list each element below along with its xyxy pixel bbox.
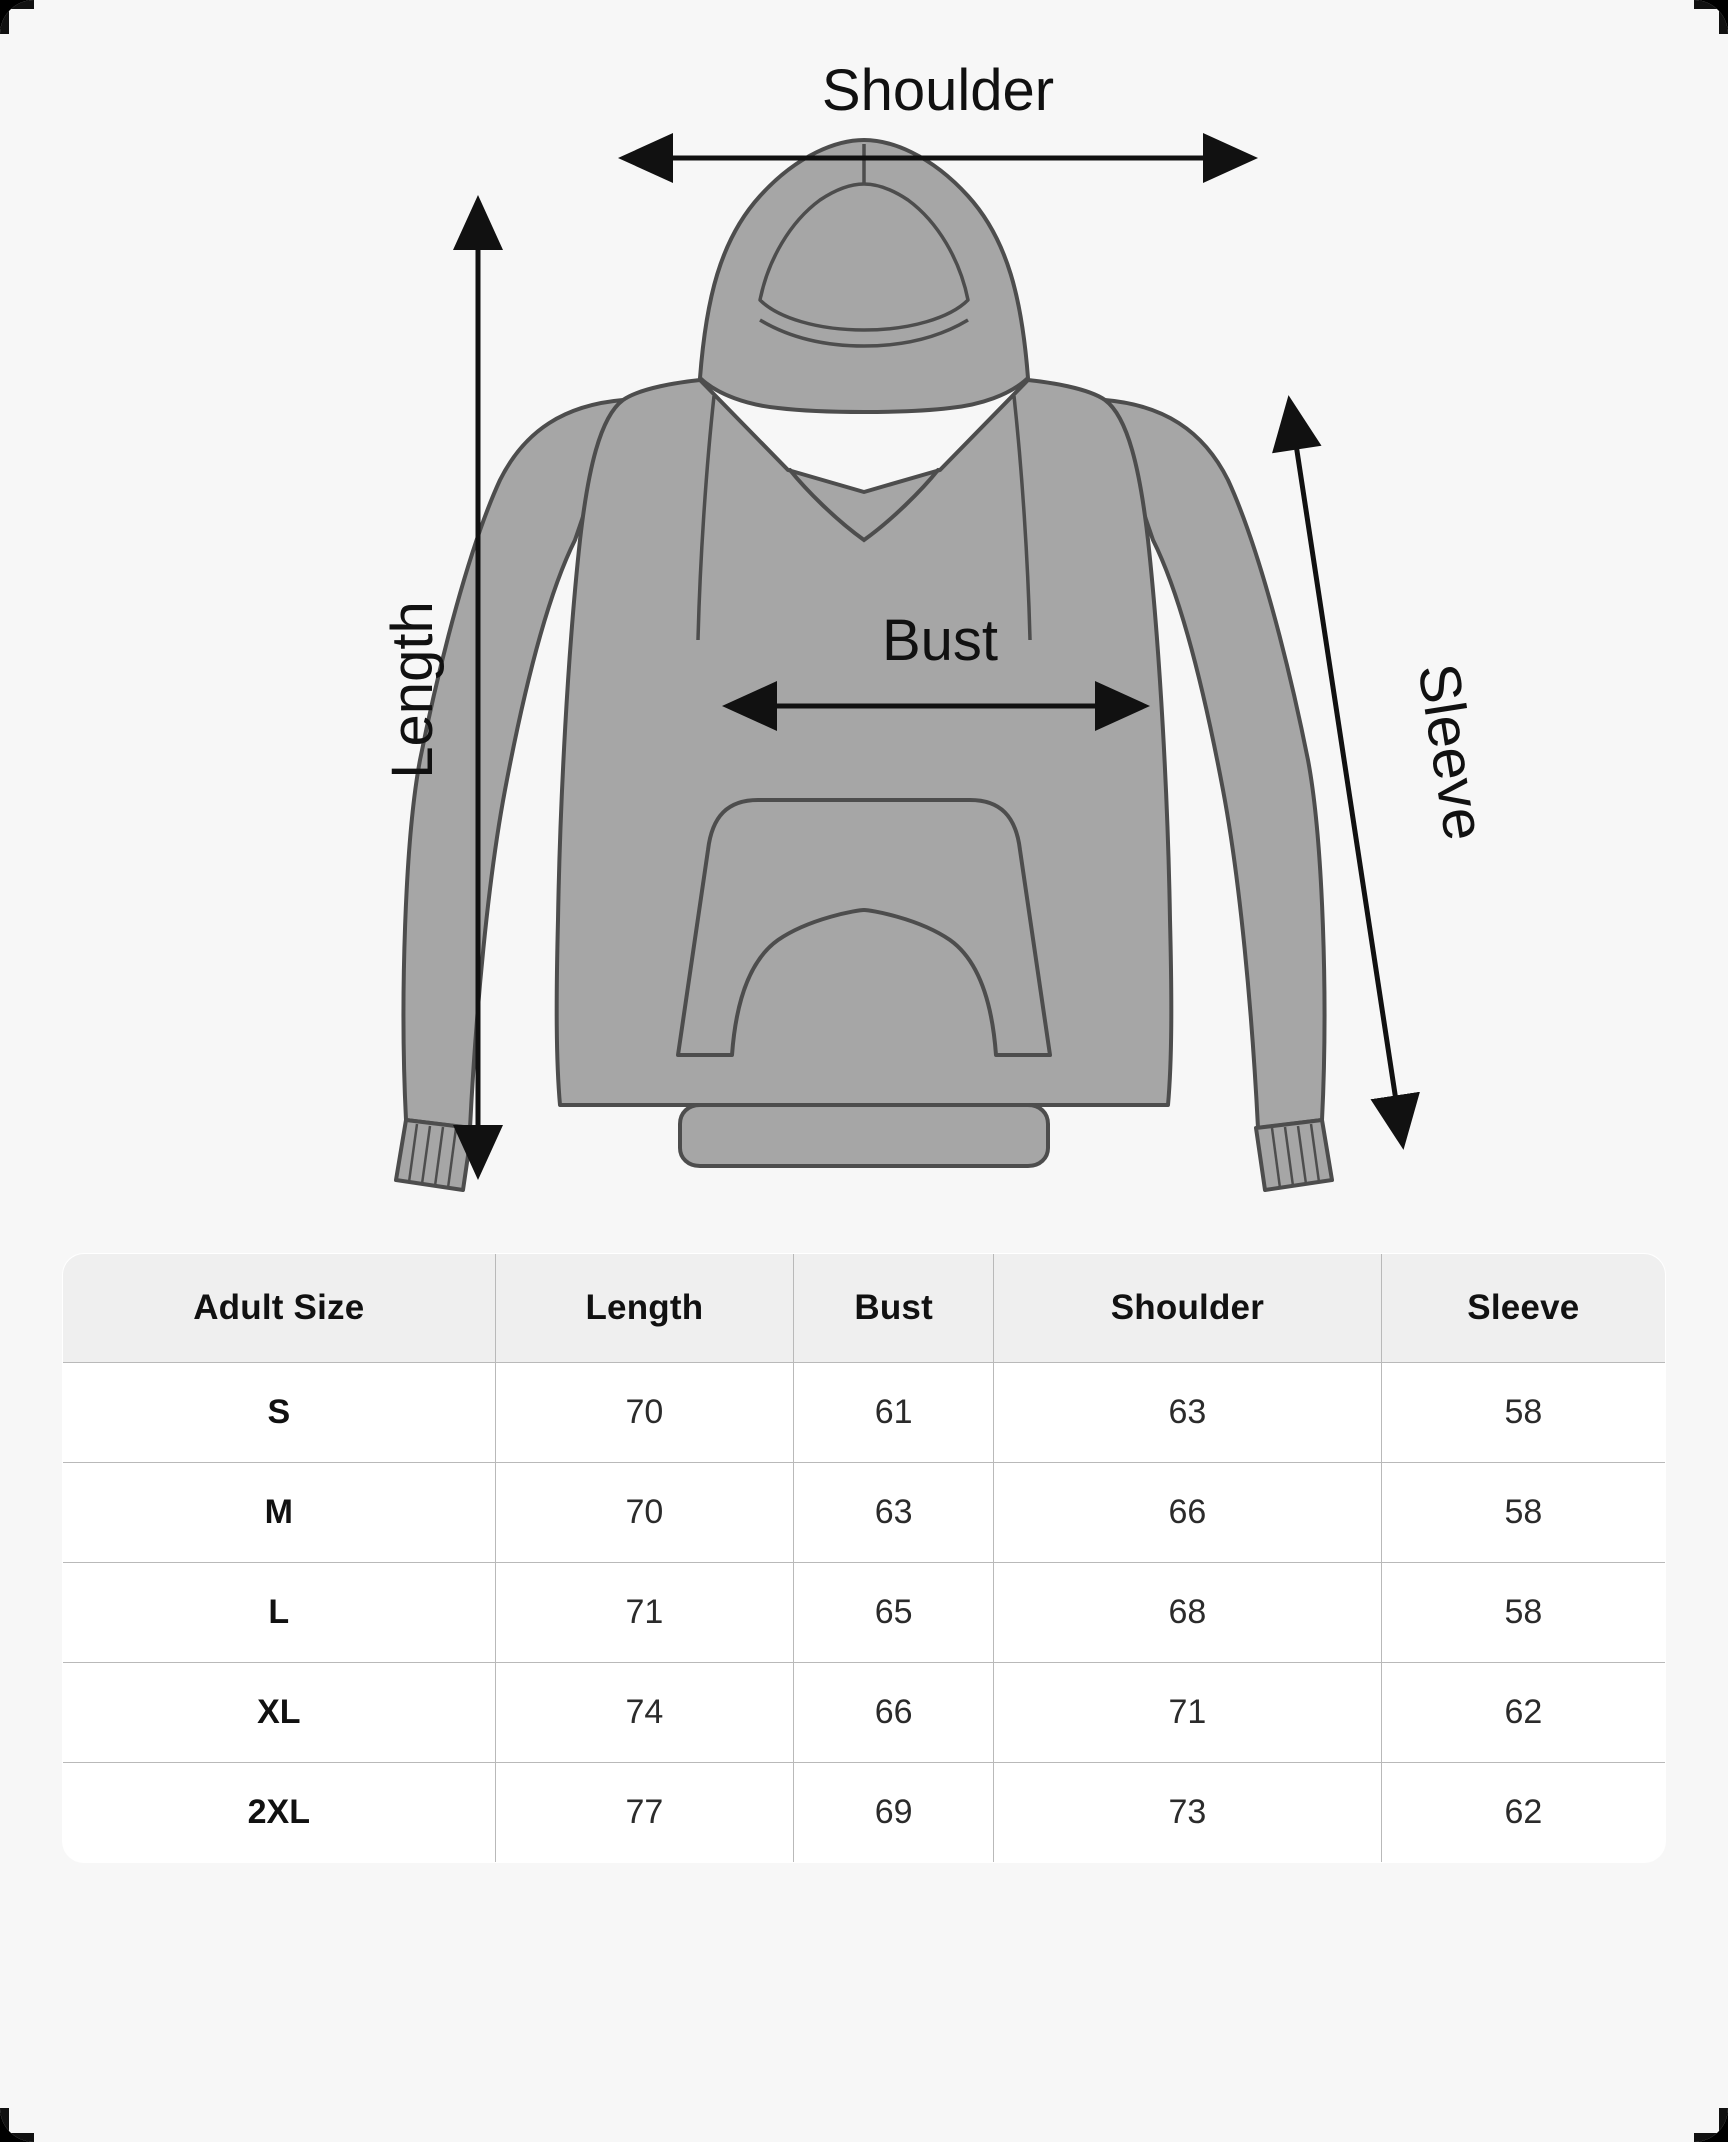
cell-size: L	[63, 1563, 496, 1663]
cell-size: M	[63, 1463, 496, 1563]
cell-sleeve: 58	[1381, 1463, 1665, 1563]
cell-bust: 66	[794, 1663, 994, 1763]
cell-bust: 65	[794, 1563, 994, 1663]
crop-mark-top-right	[1694, 0, 1728, 34]
column-header-shoulder: Shoulder	[994, 1254, 1382, 1363]
column-header-sleeve: Sleeve	[1381, 1254, 1665, 1363]
column-header-length: Length	[495, 1254, 794, 1363]
sleeve-label: Sleeve	[1405, 659, 1498, 845]
cell-sleeve: 58	[1381, 1363, 1665, 1463]
table-row	[63, 1763, 1666, 1863]
size-table-body	[63, 1363, 1666, 1863]
cell-length: 74	[495, 1663, 794, 1763]
cell-sleeve: 62	[1381, 1663, 1665, 1763]
table-row	[63, 1663, 1666, 1763]
cell-shoulder: 68	[994, 1563, 1382, 1663]
bust-label: Bust	[881, 608, 999, 673]
cell-shoulder: 71	[994, 1663, 1382, 1763]
cell-sleeve: 62	[1381, 1763, 1665, 1863]
cell-size: XL	[63, 1663, 496, 1763]
table-row	[63, 1363, 1666, 1463]
crop-mark-bottom-right	[1694, 2108, 1728, 2142]
cell-size: S	[63, 1363, 496, 1463]
cell-bust: 63	[794, 1463, 994, 1563]
length-label: Length	[380, 601, 445, 779]
cell-sleeve: 58	[1381, 1563, 1665, 1663]
cell-length: 70	[495, 1463, 794, 1563]
table-row	[63, 1463, 1666, 1563]
table-row	[63, 1563, 1666, 1663]
cell-length: 70	[495, 1363, 794, 1463]
cell-shoulder: 73	[994, 1763, 1382, 1863]
shoulder-label: Shoulder	[821, 58, 1055, 123]
column-header-bust: Bust	[794, 1254, 994, 1363]
hoodie-icon	[396, 140, 1332, 1190]
size-table-head	[63, 1254, 1666, 1363]
crop-mark-top-left	[0, 0, 34, 34]
size-table	[62, 1253, 1666, 1863]
cell-bust: 61	[794, 1363, 994, 1463]
cell-length: 71	[495, 1563, 794, 1663]
cell-size: 2XL	[63, 1763, 496, 1863]
cell-length: 77	[495, 1763, 794, 1863]
crop-mark-bottom-left	[0, 2108, 34, 2142]
cell-shoulder: 63	[994, 1363, 1382, 1463]
cell-shoulder: 66	[994, 1463, 1382, 1563]
table-header-row	[63, 1254, 1666, 1363]
column-header-adult-size: Adult Size	[63, 1254, 496, 1363]
cell-bust: 69	[794, 1763, 994, 1863]
size-table-container	[62, 1253, 1666, 1863]
